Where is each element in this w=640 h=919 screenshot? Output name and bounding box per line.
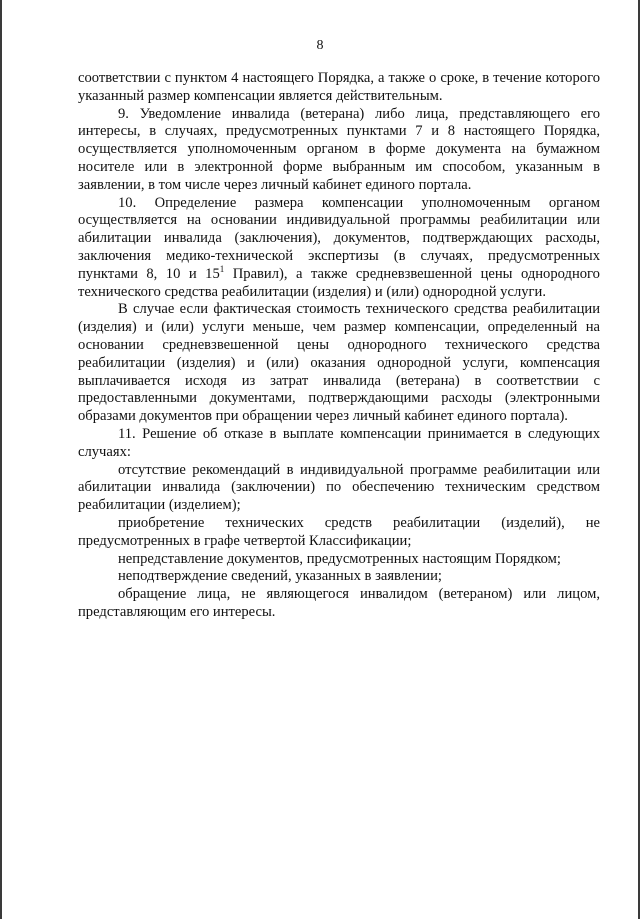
paragraph-9: 9. Уведомление инвалида (ветерана) либо лица, представляющего его интересы, в случаях, предусмотренных пунктами 7 и 8 настоящего Порядка, осуществляется уполномоченным органом в форме документа на бумажном носителе или в электронной форме выбранным им способом, указанным в заявлении, в том числе через личный кабинет единого портала.	[78, 105, 600, 193]
paragraph-10-case: В случае если фактическая стоимость технического средства реабилитации (изделия) и (или) услуги меньше, чем размер компенсации, определенный на основании средневзвешенной цены однородного технического средства реабилитации (изделия) и (или) оказания однородной услуги, компенсация выплачивается исходя из затрат инвалида (ветерана) в соответствии с предоставленными документами, подтверждающими расходы (электронными образами документов при обращении через личный кабинет единого портала).	[78, 301, 600, 425]
paragraph-10-text-after: Правил), а также средневзвешенной цены однородного технического средства реабилитации (изделия) и (или) однородной услуги.	[78, 265, 600, 300]
paragraph-10-superscript: 1	[219, 263, 225, 274]
page-number: 8	[316, 38, 324, 53]
scan-edge-left	[0, 0, 2, 919]
paragraph-11-item-e: обращение лица, не являющегося инвалидом (ветераном) или лицом, представляющим его интересы.	[78, 586, 600, 620]
paragraph-10-text-before: 10. Определение размера компенсации уполномоченным органом осуществляется на основании индивидуальной программы реабилитации или абилитации инвалида (заключения), документов, подтверждающих расходы, заключения медико-технической экспертизы (в случаях, предусмотренных пунктами 8, 10 и 15	[78, 194, 600, 282]
paragraph-11: 11. Решение об отказе в выплате компенсации принимается в следующих случаях:	[78, 425, 600, 460]
paragraph-11-item-d: неподтверждение сведений, указанных в заявлении;	[118, 568, 442, 585]
paragraph-continuation: соответствии с пунктом 4 настоящего Порядка, а также о сроке, в течение которого указанный размер компенсации является действительным.	[78, 70, 600, 104]
paragraph-10	[78, 195, 600, 302]
paragraph-11-item-a: отсутствие рекомендаций в индивидуальной программе реабилитации или абилитации инвалида (заключении) по обеспечению техническим средством реабилитации (изделием);	[78, 461, 600, 514]
paragraph-11-item-c: непредставление документов, предусмотренных настоящим Порядком;	[118, 550, 561, 567]
document-body	[78, 70, 600, 622]
paragraph-11-item-b: приобретение технических средств реабилитации (изделий), не предусмотренных в графе четвертой Классификации;	[78, 514, 600, 549]
